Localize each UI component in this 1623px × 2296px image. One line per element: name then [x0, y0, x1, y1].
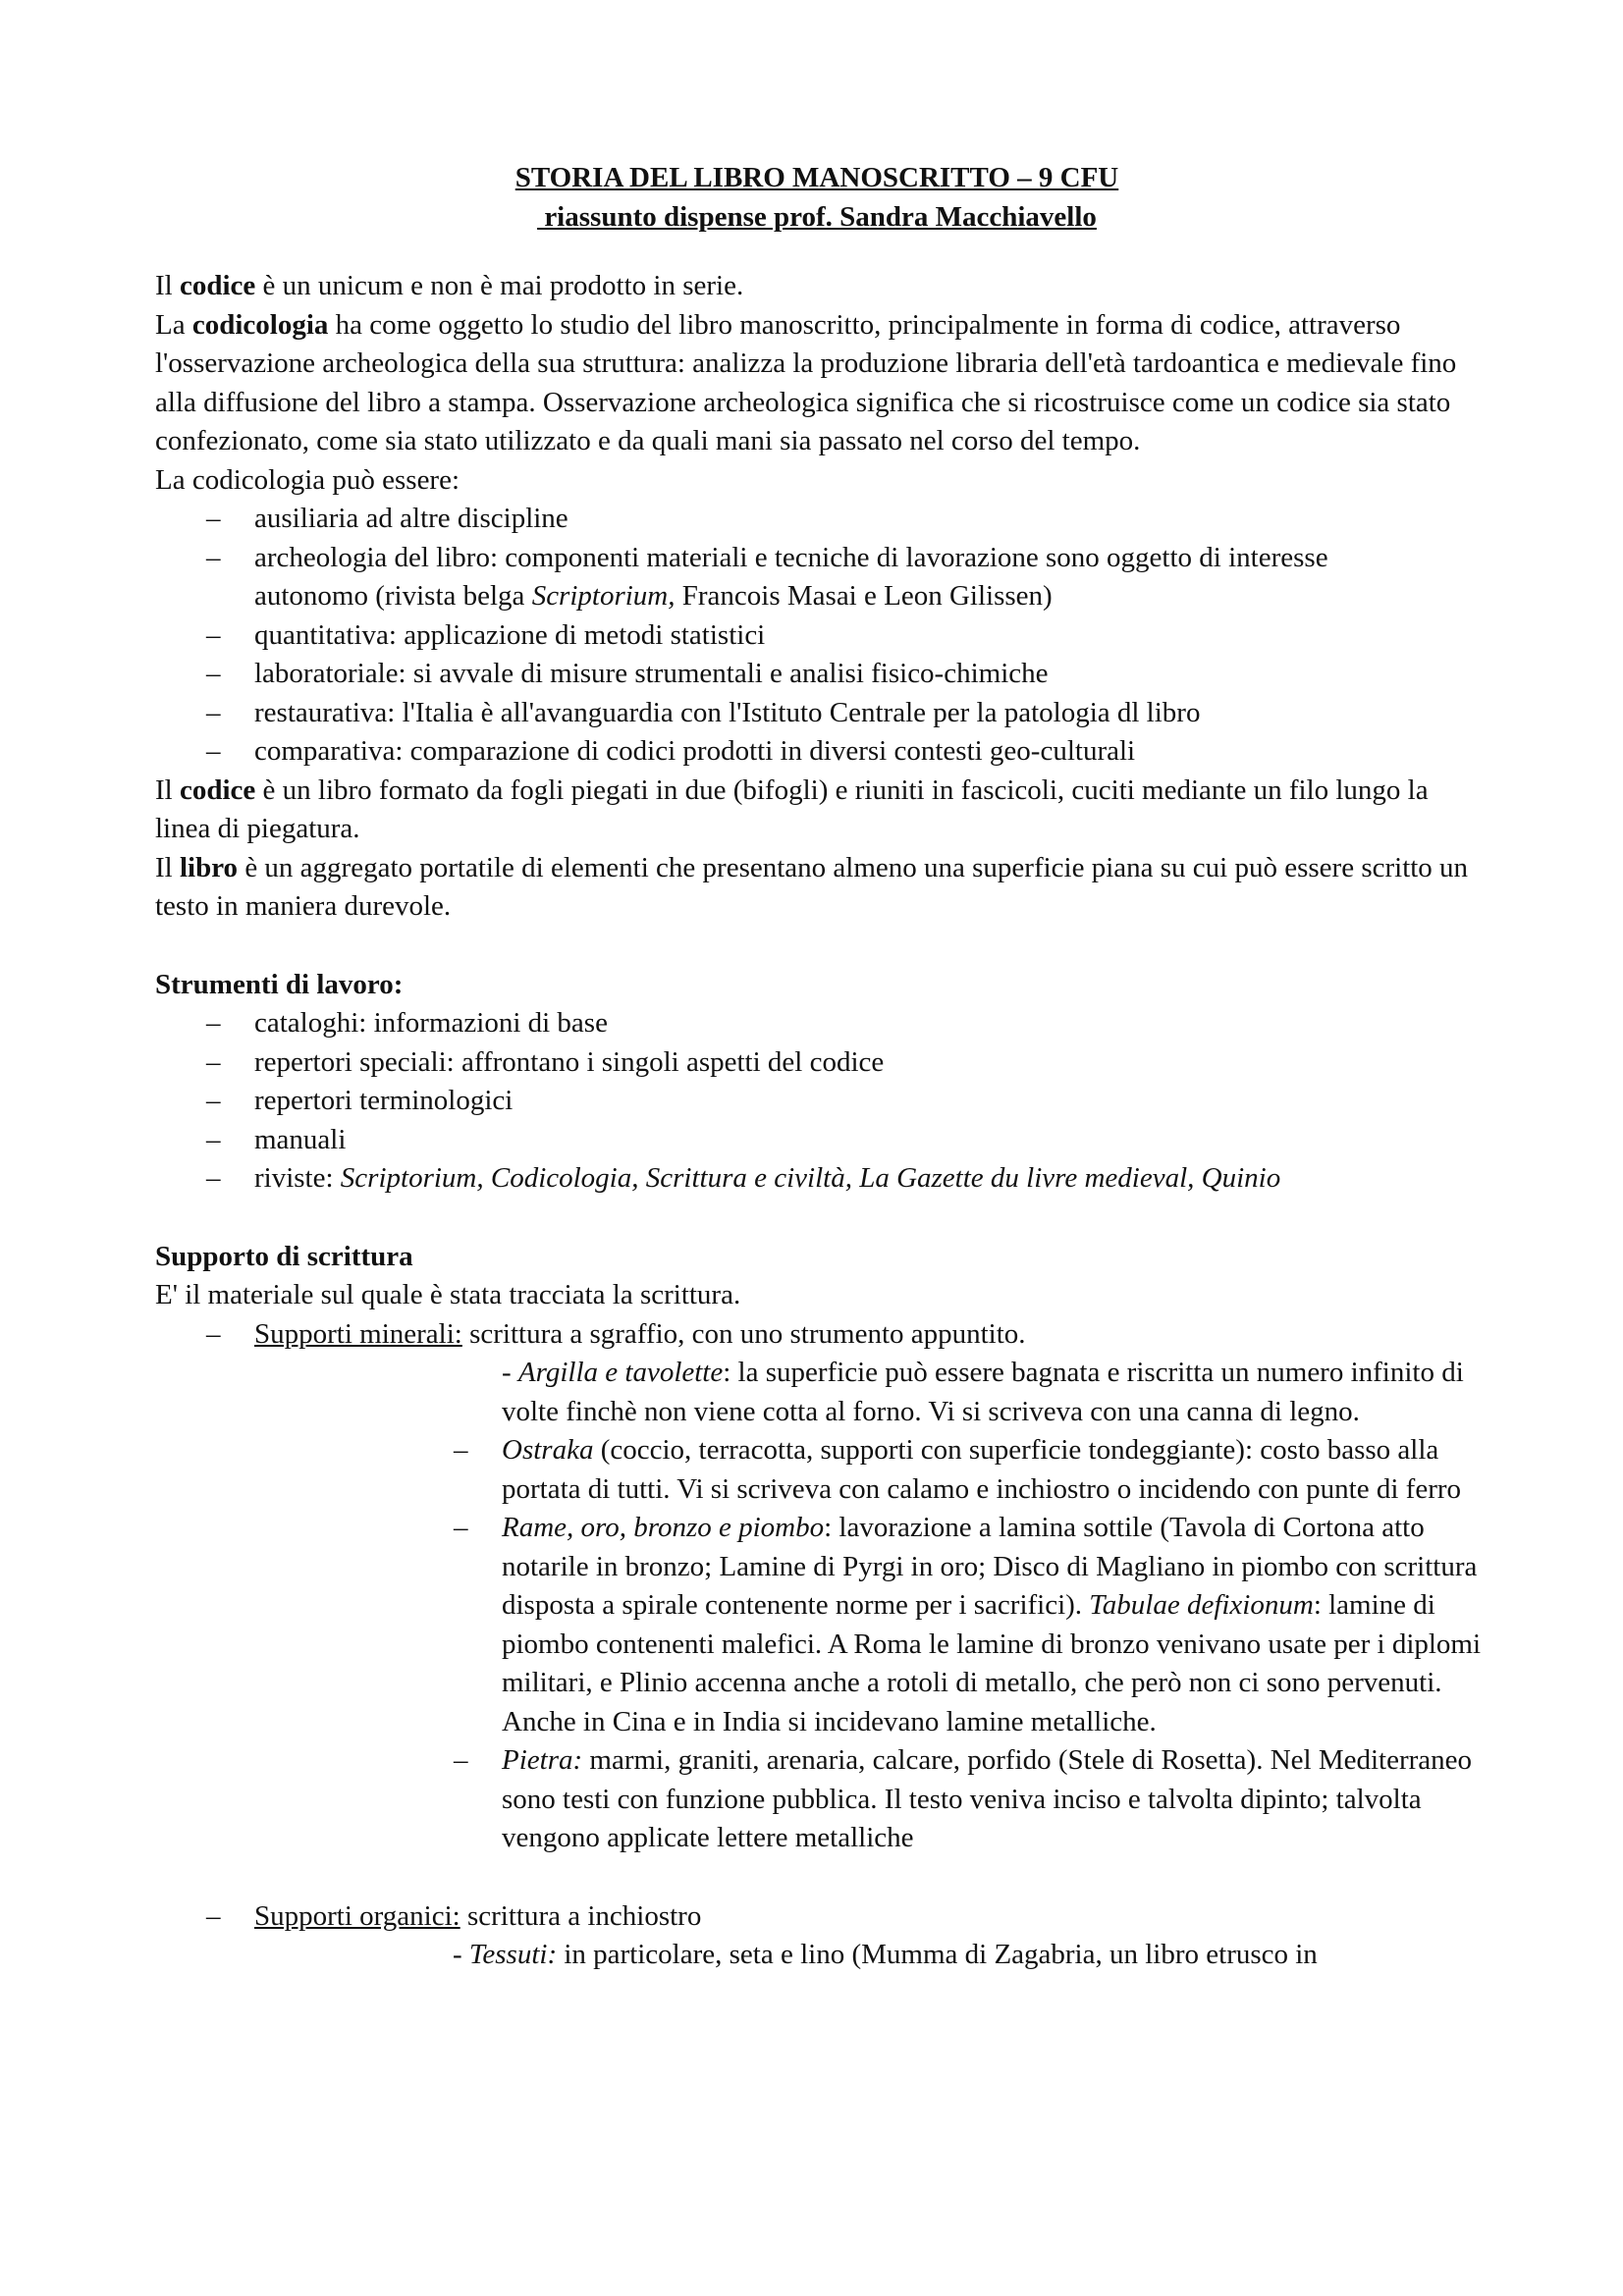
- list-item: – restaurativa: l'Italia è all'avanguardia con l'Istituto Centrale per la patologia dl libro: [155, 694, 1441, 733]
- list-item: – Supporti minerali: scrittura a sgraffio, con uno strumento appuntito.: [155, 1315, 1471, 1355]
- document-title: STORIA DEL LIBRO MANOSCRITTO – 9 CFU: [514, 162, 1119, 193]
- list-item: – Rame, oro, bronzo e piombo: lavorazione a lamina sottile (Tavola di Cortona atto notarile in bronzo; Lamine di Pyrgi in oro; Disco di Magliano in piombo con scrittura disposta a spirale contenente norme per i sacrifici). Tabulae defixionum: lamine di piombo contenenti malefici. A Roma le lamine di bronzo venivano usate per i diplomi militari, e Plinio accenna anche a rotoli di metallo, che però non ci sono pervenuti. Anche in Cina e in India si incidevano lamine metalliche.: [155, 1509, 1488, 1741]
- definition-codice: Il codice è un libro formato da fogli piegati in due (bifogli) e riuniti in fascicoli, cuciti mediante un filo lungo la linea di piegatura.: [155, 774, 1429, 844]
- list-item: – quantitativa: applicazione di metodi statistici: [155, 616, 1441, 656]
- dash-bullet: –: [454, 1512, 468, 1543]
- list-item: – Pietra: marmi, graniti, arenaria, calcare, porfido (Stele di Rosetta). Nel Mediterraneo sono testi con funzione pubblica. Il testo veniva inciso e talvolta dipinto; talvolta vengono applicate lettere metalliche: [155, 1741, 1488, 1858]
- dash-bullet: –: [206, 1162, 221, 1194]
- page-body: [155, 159, 1482, 1975]
- section-heading-strumenti: Strumenti di lavoro:: [155, 968, 404, 1000]
- dash-bullet: –: [206, 1085, 221, 1116]
- supporti-minerali-list: [155, 1315, 1471, 1355]
- supporto-intro: E' il materiale sul quale è stata tracciata la scrittura.: [155, 1279, 741, 1310]
- tessuti-paragraph: - Tessuti: in particolare, seta e lino (Mumma di Zagabria, un libro etrusco in: [453, 1939, 1318, 1970]
- dash-bullet: –: [206, 1123, 221, 1155]
- argilla-paragraph: - Argilla e tavolette: la superficie può essere bagnata e riscritta un numero infinito di volte finchè non viene cotta al forno. Vi si scriveva con una canna di legno.: [502, 1357, 1464, 1427]
- list-item: – manuali: [155, 1121, 1373, 1160]
- dash-bullet: –: [206, 541, 221, 573]
- dash-bullet: –: [206, 735, 221, 767]
- list-item: – repertori speciali: affrontano i singoli aspetti del codice: [155, 1043, 1373, 1083]
- dash-bullet: –: [206, 658, 221, 689]
- definition-libro: Il libro è un aggregato portatile di elementi che presentano almeno una superficie piana su cui può essere scritto un testo in maniera durevole.: [155, 851, 1469, 922]
- supporti-organici-list: [155, 1897, 1471, 1937]
- list-item: – Supporti organici: scrittura a inchiostro: [155, 1897, 1471, 1937]
- list-item: – ausiliaria ad altre discipline: [155, 500, 1441, 539]
- intro-paragraph-types: La codicologia può essere:: [155, 463, 460, 496]
- section-heading-supporto: Supporto di scrittura: [155, 1240, 413, 1272]
- dash-bullet: –: [206, 1045, 221, 1078]
- intro-paragraph-codicologia: La codicologia ha come oggetto lo studio del libro manoscritto, principalmente in forma di codice, attraverso l'osservazione archeologica della sua struttura: analizza la produzione libraria dell'età tardoantica e medievale fino alla diffusione del libro a stampa. Osservazione archeologica significa che si ricostruisce come un codice sia stato confezionato, come sia stato utilizzato e da quali mani sia passato nel corso del tempo.: [155, 308, 1457, 456]
- dash-bullet: –: [206, 696, 221, 728]
- intro-paragraph-codice: Il codice è un unicum e non è mai prodotto in serie.: [155, 270, 744, 301]
- list-item: – cataloghi: informazioni di base: [155, 1004, 1373, 1043]
- list-item: – comparativa: comparazione di codici prodotti in diversi contesti geo-culturali: [155, 732, 1441, 772]
- dash-bullet: –: [206, 618, 221, 651]
- list-item: – Ostraka (coccio, terracotta, supporti con superficie tondeggiante): costo basso alla portata di tutti. Vi si scriveva con calamo e inchiostro o incidendo con punte di ferro: [155, 1431, 1488, 1509]
- list-item: – archeologia del libro: componenti materiali e tecniche di lavorazione sono oggetto di interesse autonomo (rivista belga Scriptorium, Francois Masai e Leon Gilissen): [155, 539, 1441, 616]
- dash-bullet: –: [206, 1007, 221, 1039]
- dash-bullet: –: [206, 503, 221, 534]
- document-subtitle: riassunto dispense prof. Sandra Macchiavello: [537, 200, 1097, 233]
- strumenti-list: [155, 1004, 1373, 1199]
- dash-bullet: –: [454, 1744, 468, 1776]
- dash-bullet: –: [206, 1317, 221, 1350]
- list-item: – repertori terminologici: [155, 1082, 1373, 1121]
- dash-bullet: –: [454, 1434, 468, 1466]
- list-item: – laboratoriale: si avvale di misure strumentali e analisi fisico-chimiche: [155, 655, 1441, 694]
- dash-bullet: –: [206, 1899, 221, 1932]
- codicologia-types-list: [155, 500, 1441, 772]
- minerali-subtypes-list: [155, 1431, 1488, 1858]
- list-item: – riviste: Scriptorium, Codicologia, Scrittura e civiltà, La Gazette du livre medieval, Quinio: [155, 1159, 1373, 1199]
